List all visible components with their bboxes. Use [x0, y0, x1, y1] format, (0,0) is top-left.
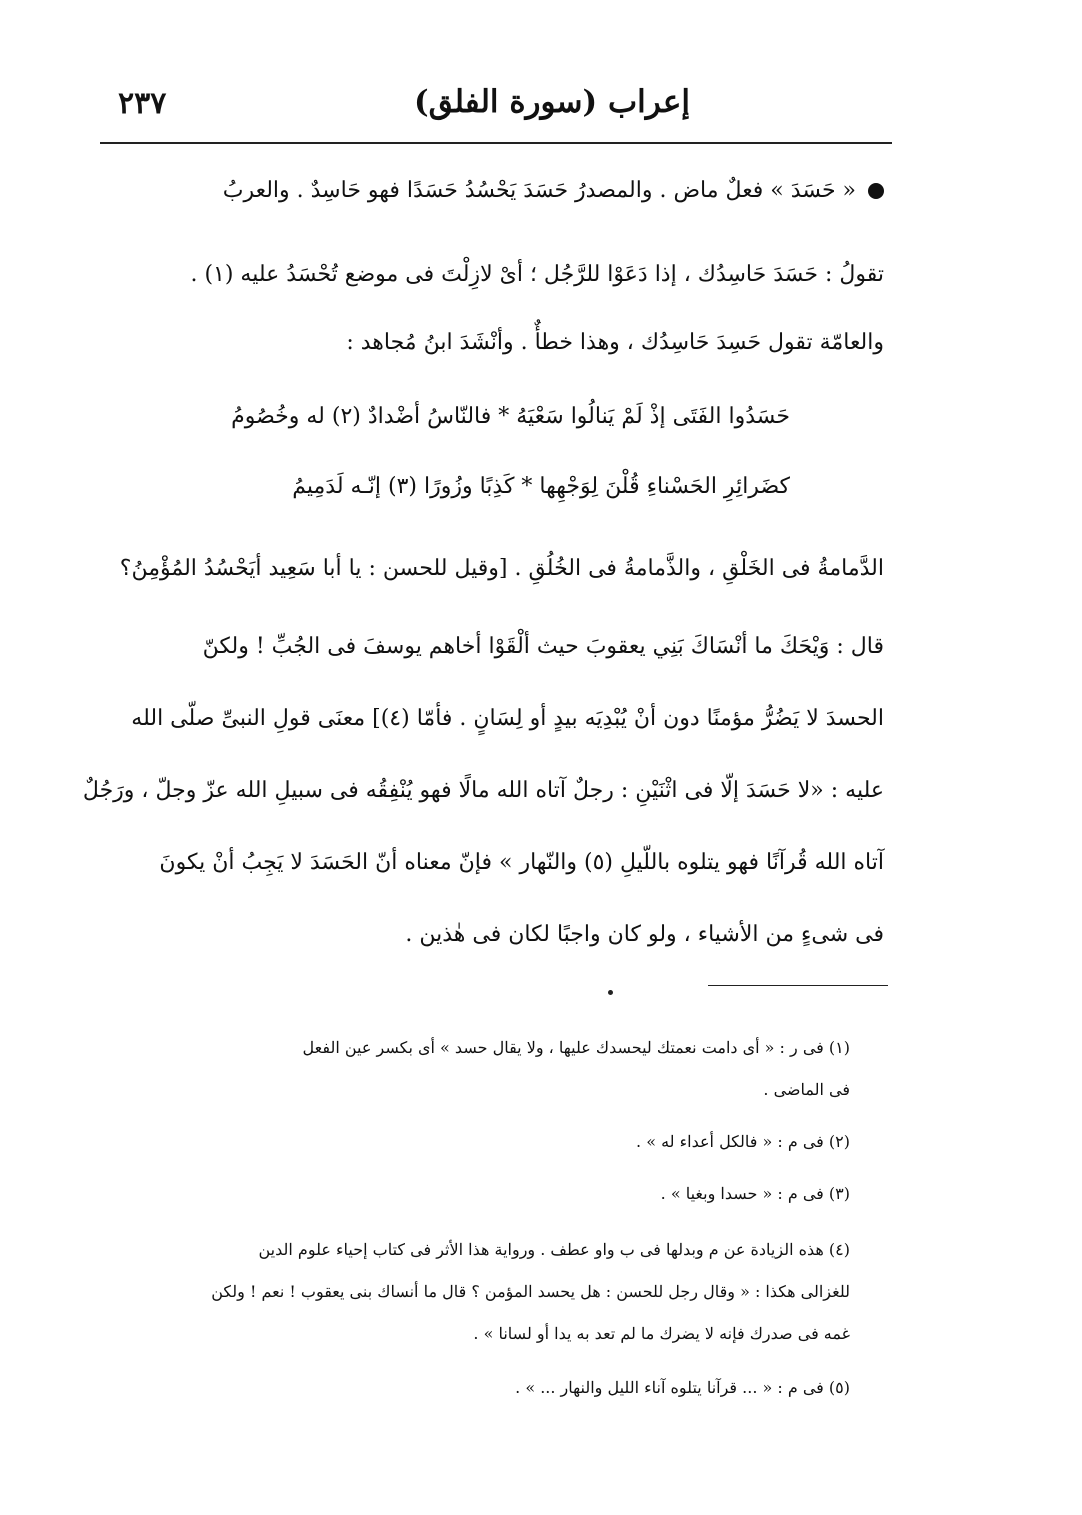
- page-number: ٢٣٧: [118, 86, 167, 121]
- body-line-7: عليه : «لا حَسَدَ إلّا فى اثْنَيْنِ : رجلٌ آتاه الله مالًا فهو يُنْفِقُه فى سبيلِ الله عزّ وجلّ ، ورَجُلٌ: [82, 778, 884, 803]
- footnote-5: (٥) فى م : « ... قرآنا يتلوه آناء الليل والنهار ... » .: [515, 1378, 850, 1397]
- body-line-1-text: « حَسَدَ » فعلٌ ماض . والمصدرُ حَسَدَ يَحْسُدُ حَسَدًا فهو حَاسِدٌ . والعربُ: [222, 178, 856, 203]
- page-header: [100, 72, 890, 134]
- verse-line-2: كضَرائِرِ الحَسْناءِ قُلْنَ لِوَجْهِها * كَذِبًا وزُورًا (٣) إنّـه لَدَمِيمُ: [292, 474, 790, 499]
- body-line-5: قال : وَيْحَكَ ما أنْسَاكَ بَنِي يعقوبَ حيث ألْقَوْا أخاهم يوسفَ فى الجُبِّ ! ولكنّ: [202, 634, 884, 659]
- footnote-4-cont-1: للغزالى هكذا : « وقال رجل للحسن : هل يحسد المؤمن ؟ قال ما أنساك بنى يعقوب ! نعم ! ولكن: [211, 1282, 850, 1301]
- footnote-3: (٣) فى م : « حسدا وبغيا » .: [660, 1184, 850, 1203]
- body-line-3: والعامّة تقول حَسِدَ حَاسِدُك ، وهذا خطأٌ . وأنْشَدَ ابنُ مُجاهد :: [346, 330, 884, 355]
- body-line-8: آتاه الله قُرآنًا فهو يتلوه باللّيلِ (٥) والنّهار » فإنّ معناه أنّ الحَسَدَ لا يَجِبُ أنْ يكونَ: [159, 850, 884, 875]
- verse-line-1: حَسَدُوا الفَتَى إذْ لَمْ يَنالُوا سَعْيَهُ * فالنّاسُ أضْدادٌ (٢) له وخُصُومُ: [231, 404, 790, 429]
- footnote-1-cont: فى الماضى .: [763, 1080, 850, 1099]
- body-line-1: [118, 178, 884, 203]
- footnote-4-cont-2: غمه فى صدرك فإنه لا يضرك ما لم تعد به يدا أو لسانا » .: [473, 1324, 850, 1343]
- ink-dot: [608, 990, 613, 995]
- body-line-9: فى شىءٍ من الأشياء ، ولو كان واجبًا لكان فى هٰذين .: [405, 922, 884, 947]
- body-line-6: الحسدَ لا يَضُرُّ مؤمنًا دون أنْ يُبْدِيَه بيدٍ أو لِسَانٍ . فأمّا (٤)] معنَى قولِ النبىِّ صلّى الله: [131, 706, 884, 731]
- body-line-2: تقولُ : حَسَدَ حَاسِدُك ، إذا دَعَوْا للرَّجُل ؛ أىْ لازِلْتَ فى موضع تُحْسَدُ عليه (١) .: [190, 262, 884, 287]
- footnote-4: (٤) هذه الزيادة عن م وبدلها فى ب واو عطف . ورواية هذا الأثر فى كتاب إحياء علوم الدين: [258, 1240, 850, 1259]
- body-line-4: الدَّمامةُ فى الخَلْقِ ، والذَّمامةُ فى الخُلُقِ . [وقيل للحسن : يا أبا سَعِيد أيَحْسُدُ المُؤْمِنُ؟: [119, 556, 884, 581]
- bullet-icon: [868, 183, 884, 199]
- header-rule: [100, 142, 892, 144]
- running-title: إعراب (سورة الفلق): [414, 84, 690, 120]
- footnote-1: (١) فى ر : « أى دامت نعمتك ليحسدك عليها ، ولا يقال حسد » أى بكسر عين الفعل: [302, 1038, 850, 1057]
- footnote-2: (٢) فى م : « فالكل أعداء له » .: [636, 1132, 850, 1151]
- footnote-separator: [708, 985, 888, 986]
